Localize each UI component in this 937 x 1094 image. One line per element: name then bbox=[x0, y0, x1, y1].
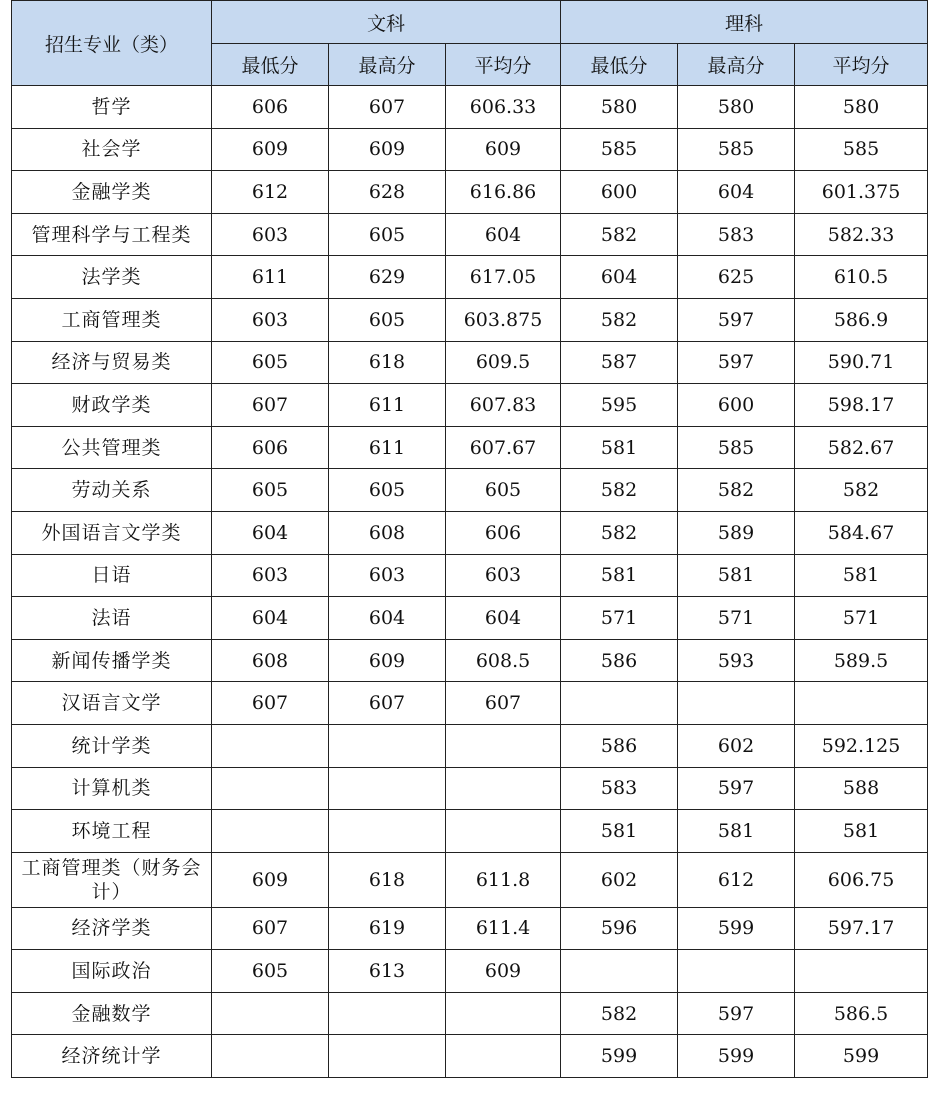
major-name-cell: 劳动关系 bbox=[12, 469, 212, 512]
wenke-avg-cell: 607 bbox=[446, 682, 561, 725]
wenke-max-cell: 613 bbox=[329, 950, 446, 993]
like-min-cell: 599 bbox=[561, 1035, 678, 1078]
admission-score-table bbox=[11, 0, 928, 1078]
wenke-min-cell: 605 bbox=[212, 341, 329, 384]
table-row bbox=[12, 554, 928, 597]
like-avg-cell: 586.9 bbox=[795, 298, 928, 341]
wenke-avg-cell bbox=[446, 767, 561, 810]
like-avg-cell: 589.5 bbox=[795, 639, 928, 682]
wenke-max-cell: 609 bbox=[329, 128, 446, 171]
major-name-cell: 经济与贸易类 bbox=[12, 341, 212, 384]
wenke-avg-cell: 611.8 bbox=[446, 852, 561, 907]
table-row bbox=[12, 86, 928, 129]
major-name-cell: 法学类 bbox=[12, 256, 212, 299]
wenke-avg-cell: 607.83 bbox=[446, 384, 561, 427]
table-row bbox=[12, 298, 928, 341]
wenke-avg-cell: 609 bbox=[446, 128, 561, 171]
wenke-max-cell bbox=[329, 992, 446, 1035]
like-min-cell: 582 bbox=[561, 213, 678, 256]
wenke-max-cell: 608 bbox=[329, 511, 446, 554]
like-avg-cell: 581 bbox=[795, 810, 928, 853]
wenke-avg-cell: 603.875 bbox=[446, 298, 561, 341]
wenke-avg-cell: 607.67 bbox=[446, 426, 561, 469]
wenke-avg-header: 平均分 bbox=[446, 44, 561, 86]
like-max-cell bbox=[678, 950, 795, 993]
table-row bbox=[12, 950, 928, 993]
wenke-min-cell: 604 bbox=[212, 597, 329, 640]
wenke-min-cell bbox=[212, 724, 329, 767]
like-avg-cell: 582.67 bbox=[795, 426, 928, 469]
major-name-cell: 统计学类 bbox=[12, 724, 212, 767]
like-max-cell: 581 bbox=[678, 554, 795, 597]
wenke-min-cell: 609 bbox=[212, 128, 329, 171]
like-avg-cell: 582 bbox=[795, 469, 928, 512]
wenke-avg-cell: 609.5 bbox=[446, 341, 561, 384]
wenke-avg-cell: 616.86 bbox=[446, 171, 561, 214]
wenke-min-cell: 606 bbox=[212, 86, 329, 129]
wenke-avg-cell: 617.05 bbox=[446, 256, 561, 299]
wenke-avg-cell bbox=[446, 992, 561, 1035]
major-header: 招生专业（类） bbox=[12, 1, 212, 86]
like-max-cell: 597 bbox=[678, 298, 795, 341]
major-name-cell: 环境工程 bbox=[12, 810, 212, 853]
wenke-max-cell: 607 bbox=[329, 682, 446, 725]
like-min-cell: 580 bbox=[561, 86, 678, 129]
like-min-cell: 586 bbox=[561, 724, 678, 767]
wenke-avg-cell: 606.33 bbox=[446, 86, 561, 129]
like-min-cell: 581 bbox=[561, 554, 678, 597]
wenke-min-cell: 607 bbox=[212, 682, 329, 725]
wenke-min-cell bbox=[212, 1035, 329, 1078]
like-avg-cell: 588 bbox=[795, 767, 928, 810]
like-max-cell: 585 bbox=[678, 426, 795, 469]
like-avg-cell: 586.5 bbox=[795, 992, 928, 1035]
like-avg-cell: 592.125 bbox=[795, 724, 928, 767]
table-row bbox=[12, 639, 928, 682]
table-row bbox=[12, 128, 928, 171]
major-name-cell: 社会学 bbox=[12, 128, 212, 171]
wenke-min-cell: 606 bbox=[212, 426, 329, 469]
wenke-max-cell: 603 bbox=[329, 554, 446, 597]
wenke-min-cell: 603 bbox=[212, 554, 329, 597]
wenke-min-cell bbox=[212, 810, 329, 853]
like-max-cell: 600 bbox=[678, 384, 795, 427]
major-name-cell: 国际政治 bbox=[12, 950, 212, 993]
like-min-cell: 600 bbox=[561, 171, 678, 214]
like-avg-cell: 601.375 bbox=[795, 171, 928, 214]
wenke-min-cell: 605 bbox=[212, 950, 329, 993]
wenke-avg-cell: 605 bbox=[446, 469, 561, 512]
table-row bbox=[12, 171, 928, 214]
like-min-cell: 602 bbox=[561, 852, 678, 907]
wenke-max-cell: 618 bbox=[329, 341, 446, 384]
major-name-cell: 管理科学与工程类 bbox=[12, 213, 212, 256]
wenke-min-cell: 612 bbox=[212, 171, 329, 214]
table-row bbox=[12, 724, 928, 767]
wenke-min-cell: 604 bbox=[212, 511, 329, 554]
wenke-max-cell: 629 bbox=[329, 256, 446, 299]
like-min-cell: 587 bbox=[561, 341, 678, 384]
major-name-cell: 外国语言文学类 bbox=[12, 511, 212, 554]
like-max-cell: 582 bbox=[678, 469, 795, 512]
wenke-min-cell: 603 bbox=[212, 298, 329, 341]
like-min-cell: 596 bbox=[561, 907, 678, 950]
table-row bbox=[12, 1035, 928, 1078]
wenke-min-cell: 609 bbox=[212, 852, 329, 907]
major-name-cell: 日语 bbox=[12, 554, 212, 597]
wenke-min-cell: 607 bbox=[212, 384, 329, 427]
like-max-cell: 583 bbox=[678, 213, 795, 256]
table-row bbox=[12, 597, 928, 640]
like-min-cell: 582 bbox=[561, 298, 678, 341]
wenke-max-cell: 605 bbox=[329, 469, 446, 512]
major-name-cell: 经济学类 bbox=[12, 907, 212, 950]
like-max-cell: 597 bbox=[678, 341, 795, 384]
like-avg-cell: 585 bbox=[795, 128, 928, 171]
like-avg-cell: 599 bbox=[795, 1035, 928, 1078]
like-min-cell: 582 bbox=[561, 511, 678, 554]
like-max-cell: 604 bbox=[678, 171, 795, 214]
like-min-cell: 595 bbox=[561, 384, 678, 427]
wenke-avg-cell: 606 bbox=[446, 511, 561, 554]
wenke-max-cell: 609 bbox=[329, 639, 446, 682]
table-row bbox=[12, 256, 928, 299]
table-row bbox=[12, 992, 928, 1035]
table-row bbox=[12, 426, 928, 469]
like-max-cell: 571 bbox=[678, 597, 795, 640]
major-name-cell: 财政学类 bbox=[12, 384, 212, 427]
major-name-cell: 工商管理类（财务会计） bbox=[12, 852, 212, 907]
wenke-min-cell: 608 bbox=[212, 639, 329, 682]
like-avg-cell: 590.71 bbox=[795, 341, 928, 384]
like-min-cell: 582 bbox=[561, 469, 678, 512]
major-name-cell: 金融学类 bbox=[12, 171, 212, 214]
like-max-cell: 602 bbox=[678, 724, 795, 767]
wenke-max-cell: 618 bbox=[329, 852, 446, 907]
wenke-max-cell bbox=[329, 1035, 446, 1078]
major-name-cell: 哲学 bbox=[12, 86, 212, 129]
wenke-avg-cell: 604 bbox=[446, 597, 561, 640]
wenke-avg-cell: 611.4 bbox=[446, 907, 561, 950]
wenke-max-cell: 611 bbox=[329, 384, 446, 427]
like-min-cell: 582 bbox=[561, 992, 678, 1035]
major-name-cell: 新闻传播学类 bbox=[12, 639, 212, 682]
wenke-avg-cell: 603 bbox=[446, 554, 561, 597]
like-max-header: 最高分 bbox=[678, 44, 795, 86]
wenke-max-cell: 607 bbox=[329, 86, 446, 129]
like-max-cell: 597 bbox=[678, 767, 795, 810]
table-row bbox=[12, 511, 928, 554]
like-min-cell: 571 bbox=[561, 597, 678, 640]
like-avg-cell: 581 bbox=[795, 554, 928, 597]
wenke-max-cell bbox=[329, 767, 446, 810]
table-row bbox=[12, 213, 928, 256]
like-max-cell bbox=[678, 682, 795, 725]
table-row bbox=[12, 469, 928, 512]
major-name-cell: 工商管理类 bbox=[12, 298, 212, 341]
like-min-header: 最低分 bbox=[561, 44, 678, 86]
wenke-max-cell bbox=[329, 810, 446, 853]
table-row bbox=[12, 907, 928, 950]
like-max-cell: 585 bbox=[678, 128, 795, 171]
table-row bbox=[12, 682, 928, 725]
like-max-cell: 589 bbox=[678, 511, 795, 554]
wenke-header: 文科 bbox=[212, 1, 561, 44]
wenke-avg-cell bbox=[446, 1035, 561, 1078]
like-avg-cell: 571 bbox=[795, 597, 928, 640]
table-row bbox=[12, 767, 928, 810]
like-min-cell: 581 bbox=[561, 426, 678, 469]
wenke-avg-cell bbox=[446, 724, 561, 767]
like-max-cell: 625 bbox=[678, 256, 795, 299]
wenke-max-cell: 628 bbox=[329, 171, 446, 214]
like-max-cell: 580 bbox=[678, 86, 795, 129]
like-min-cell: 604 bbox=[561, 256, 678, 299]
major-name-cell: 计算机类 bbox=[12, 767, 212, 810]
table-row bbox=[12, 810, 928, 853]
wenke-min-header: 最低分 bbox=[212, 44, 329, 86]
like-avg-cell: 597.17 bbox=[795, 907, 928, 950]
like-max-cell: 612 bbox=[678, 852, 795, 907]
wenke-min-cell: 603 bbox=[212, 213, 329, 256]
wenke-min-cell bbox=[212, 767, 329, 810]
like-min-cell bbox=[561, 682, 678, 725]
major-name-cell: 公共管理类 bbox=[12, 426, 212, 469]
major-name-cell: 金融数学 bbox=[12, 992, 212, 1035]
wenke-max-cell: 605 bbox=[329, 213, 446, 256]
like-avg-cell: 584.67 bbox=[795, 511, 928, 554]
like-min-cell: 581 bbox=[561, 810, 678, 853]
wenke-min-cell: 611 bbox=[212, 256, 329, 299]
major-name-cell: 汉语言文学 bbox=[12, 682, 212, 725]
like-avg-header: 平均分 bbox=[795, 44, 928, 86]
wenke-min-cell bbox=[212, 992, 329, 1035]
table-body bbox=[12, 86, 928, 1078]
like-header: 理科 bbox=[561, 1, 928, 44]
table-row bbox=[12, 341, 928, 384]
wenke-max-cell: 604 bbox=[329, 597, 446, 640]
wenke-max-cell: 605 bbox=[329, 298, 446, 341]
like-min-cell: 585 bbox=[561, 128, 678, 171]
like-avg-cell: 582.33 bbox=[795, 213, 928, 256]
like-min-cell: 586 bbox=[561, 639, 678, 682]
wenke-max-header: 最高分 bbox=[329, 44, 446, 86]
wenke-min-cell: 607 bbox=[212, 907, 329, 950]
like-max-cell: 581 bbox=[678, 810, 795, 853]
like-max-cell: 599 bbox=[678, 1035, 795, 1078]
wenke-max-cell: 619 bbox=[329, 907, 446, 950]
like-avg-cell: 606.75 bbox=[795, 852, 928, 907]
major-name-cell: 法语 bbox=[12, 597, 212, 640]
like-avg-cell: 598.17 bbox=[795, 384, 928, 427]
wenke-max-cell: 611 bbox=[329, 426, 446, 469]
wenke-avg-cell: 608.5 bbox=[446, 639, 561, 682]
table-row bbox=[12, 384, 928, 427]
table-row bbox=[12, 852, 928, 907]
wenke-max-cell bbox=[329, 724, 446, 767]
wenke-avg-cell bbox=[446, 810, 561, 853]
like-max-cell: 597 bbox=[678, 992, 795, 1035]
like-min-cell: 583 bbox=[561, 767, 678, 810]
like-avg-cell bbox=[795, 682, 928, 725]
wenke-avg-cell: 609 bbox=[446, 950, 561, 993]
wenke-min-cell: 605 bbox=[212, 469, 329, 512]
wenke-avg-cell: 604 bbox=[446, 213, 561, 256]
like-avg-cell bbox=[795, 950, 928, 993]
like-max-cell: 599 bbox=[678, 907, 795, 950]
like-avg-cell: 610.5 bbox=[795, 256, 928, 299]
like-avg-cell: 580 bbox=[795, 86, 928, 129]
like-min-cell bbox=[561, 950, 678, 993]
like-max-cell: 593 bbox=[678, 639, 795, 682]
major-name-cell: 经济统计学 bbox=[12, 1035, 212, 1078]
